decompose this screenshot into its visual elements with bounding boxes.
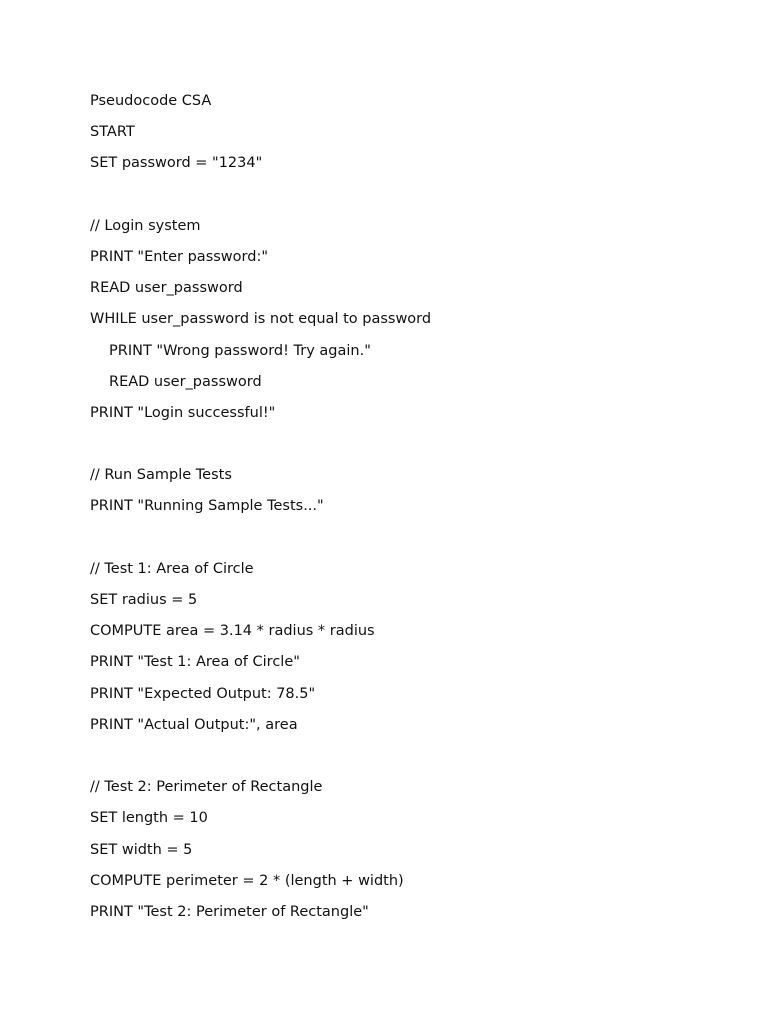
pseudocode-line: SET password = "1234"	[90, 155, 263, 172]
blank-line	[90, 184, 730, 215]
document-title: Pseudocode CSA	[90, 93, 212, 109]
pseudocode-line: SET radius = 5	[90, 592, 198, 608]
blank-line	[90, 527, 730, 558]
pseudocode-line: SET length = 10	[90, 810, 208, 827]
pseudocode-line: // Login system	[90, 217, 201, 234]
blank-line	[90, 433, 730, 464]
pseudocode-line: // Test 2: Perimeter of Rectangle	[90, 779, 323, 796]
pseudocode-line: PRINT "Wrong password! Try again."	[109, 342, 371, 359]
pseudocode-line: PRINT "Running Sample Tests..."	[90, 498, 324, 515]
blank-line	[90, 745, 730, 776]
pseudocode-line: PRINT "Expected Output: 78.5"	[90, 685, 316, 702]
pseudocode-line: READ user_password	[109, 373, 262, 390]
pseudocode-line: READ user_password	[90, 280, 243, 297]
pseudocode-line: PRINT "Actual Output:", area	[90, 716, 298, 733]
pseudocode-lines	[90, 121, 730, 932]
pseudocode-document	[90, 90, 730, 932]
pseudocode-line: SET width = 5	[90, 841, 193, 858]
pseudocode-line: PRINT "Test 2: Perimeter of Rectangle"	[90, 903, 369, 920]
pseudocode-line: PRINT "Login successful!"	[90, 404, 276, 421]
pseudocode-line: COMPUTE area = 3.14 * radius * radius	[90, 623, 375, 640]
pseudocode-line: COMPUTE perimeter = 2 * (length + width)	[90, 872, 404, 889]
pseudocode-line: // Run Sample Tests	[90, 467, 232, 484]
pseudocode-line: // Test 1: Area of Circle	[90, 560, 254, 577]
pseudocode-line: WHILE user_password is not equal to password	[90, 311, 432, 328]
pseudocode-line: PRINT "Test 1: Area of Circle"	[90, 654, 300, 671]
pseudocode-line: START	[90, 124, 135, 141]
pseudocode-line: PRINT "Enter password:"	[90, 248, 269, 265]
